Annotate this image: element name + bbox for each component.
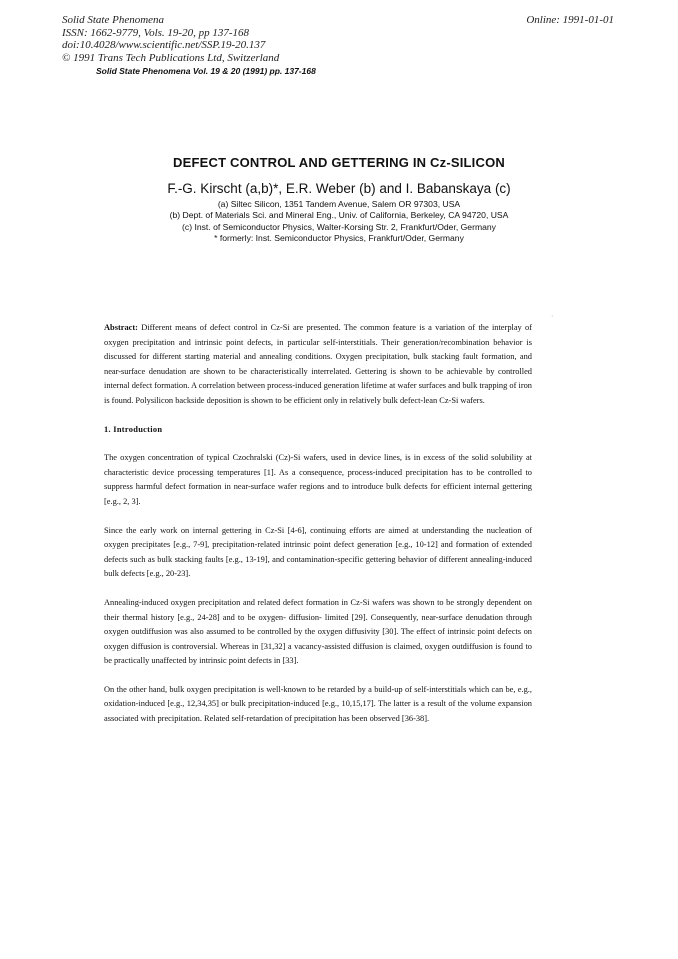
- journal-citation: Solid State Phenomena Vol. 19 & 20 (1991) pp. 137-168: [96, 66, 316, 76]
- paper-authors: F.-G. Kirscht (a,b)*, E.R. Weber (b) and I. Babanskaya (c): [167, 181, 511, 196]
- meta-issn: ISSN: 1662-9779, Vols. 19-20, pp 137-168: [62, 26, 249, 39]
- affiliation-note: * formerly: Inst. Semiconductor Physics, Frankfurt/Oder, Germany: [214, 233, 464, 244]
- meta-doi: doi:10.4028/www.scientific.net/SSP.19-20.137: [62, 39, 266, 51]
- abstract: [104, 321, 532, 409]
- affiliation-a: (a) Siltec Silicon, 1351 Tandem Avenue, Salem OR 97303, USA: [217, 199, 461, 209]
- abstract-text: Different means of defect control in Cz-Si are presented. The common feature is a variation of the interplay of oxygen precipitation and intrinsic point defects, in particular self-interstitials. Their generation/recombination behavior is discussed for different starting material and annealing conditions. Oxygen precipitation, bulk stacking fault formation, and near-surface denudation are shown to be characteristically interrelated. Gettering is shown to be achievable by controlled internal defect formation. A correlation between process-induced generation lifetime at wafer surfaces and bulk trapping of iron is found. Polysilicon backside deposition is shown to be efficient only in relatively bulk defect-lean Cz-Si wafers.: [104, 323, 533, 405]
- paragraph: Since the early work on internal gettering in Cz-Si [4-6], continuing efforts are aimed at understanding the nucleation of oxygen precipitates [e.g., 7-9], precipitation-related intrinsic point defect generation [e.g., 10-12] and formation of extended defects such as bulk stacking faults [e.g., 13-19], and contamination-specific gettering behavior of different annealing-induced bulk defects [e.g., 20-23].: [104, 525, 532, 579]
- meta-copyright: © 1991 Trans Tech Publications Ltd, Switzerland: [62, 51, 280, 64]
- paragraph: The oxygen concentration of typical Czochralski (Cz)-Si wafers, used in device lines, is in excess of the solid solubility at characteristic device processing temperatures [1]. As a consequence, process-induced precipitation has to be controlled to suppress harmful defect formation in near-surface wafer regions and to introduce bulk defects for efficient internal gettering [e.g., 2, 3].: [104, 453, 532, 506]
- paragraph: On the other hand, bulk oxygen precipitation is well-known to be retarded by a build-up of self-interstitials which can be, e.g., oxidation-induced [e.g., 12,34,35] or bulk precipitation-induced [e.g., 10,15,17]. The latter is a result of the volume expansion associated with precipitation. Related self-retardation of precipitation has been observed [36-38].: [104, 684, 532, 724]
- scan-speck: ·: [551, 313, 554, 320]
- affiliations: [0, 199, 678, 245]
- publication-metadata: [62, 14, 279, 64]
- paper-title: DEFECT CONTROL AND GETTERING IN Cz-SILICON: [173, 155, 505, 170]
- affiliation-c: (c) Inst. of Semiconductor Physics, Walter-Korsing Str. 2, Frankfurt/Oder, Germany: [182, 221, 496, 232]
- online-date: Online: 1991-01-01: [526, 14, 614, 26]
- abstract-label: Abstract:: [104, 323, 138, 332]
- section-heading: 1. Introduction: [104, 424, 163, 434]
- paragraph: Annealing-induced oxygen precipitation and related defect formation in Cz-Si wafers was shown to be strongly dependent on their thermal history [e.g., 24-28] and to be oxygen- diffusion- limited [29]. Consequently, near-surface denudation through oxygen outdiffusion was also assumed to be controlled by the oxygen diffusivity [30]. The effect of intrinsic point defects on oxygen diffusion is controversial. Whereas in [31,32] a vacancy-assisted diffusion is claimed, oxygen outdiffusion is found to be practically unaffected by intrinsic point defects in [33].: [104, 597, 532, 666]
- paper-body: [104, 321, 532, 741]
- meta-journal: Solid State Phenomena: [62, 14, 165, 26]
- affiliation-b: (b) Dept. of Materials Sci. and Mineral Eng., Univ. of California, Berkeley, CA 94720, USA: [169, 210, 509, 221]
